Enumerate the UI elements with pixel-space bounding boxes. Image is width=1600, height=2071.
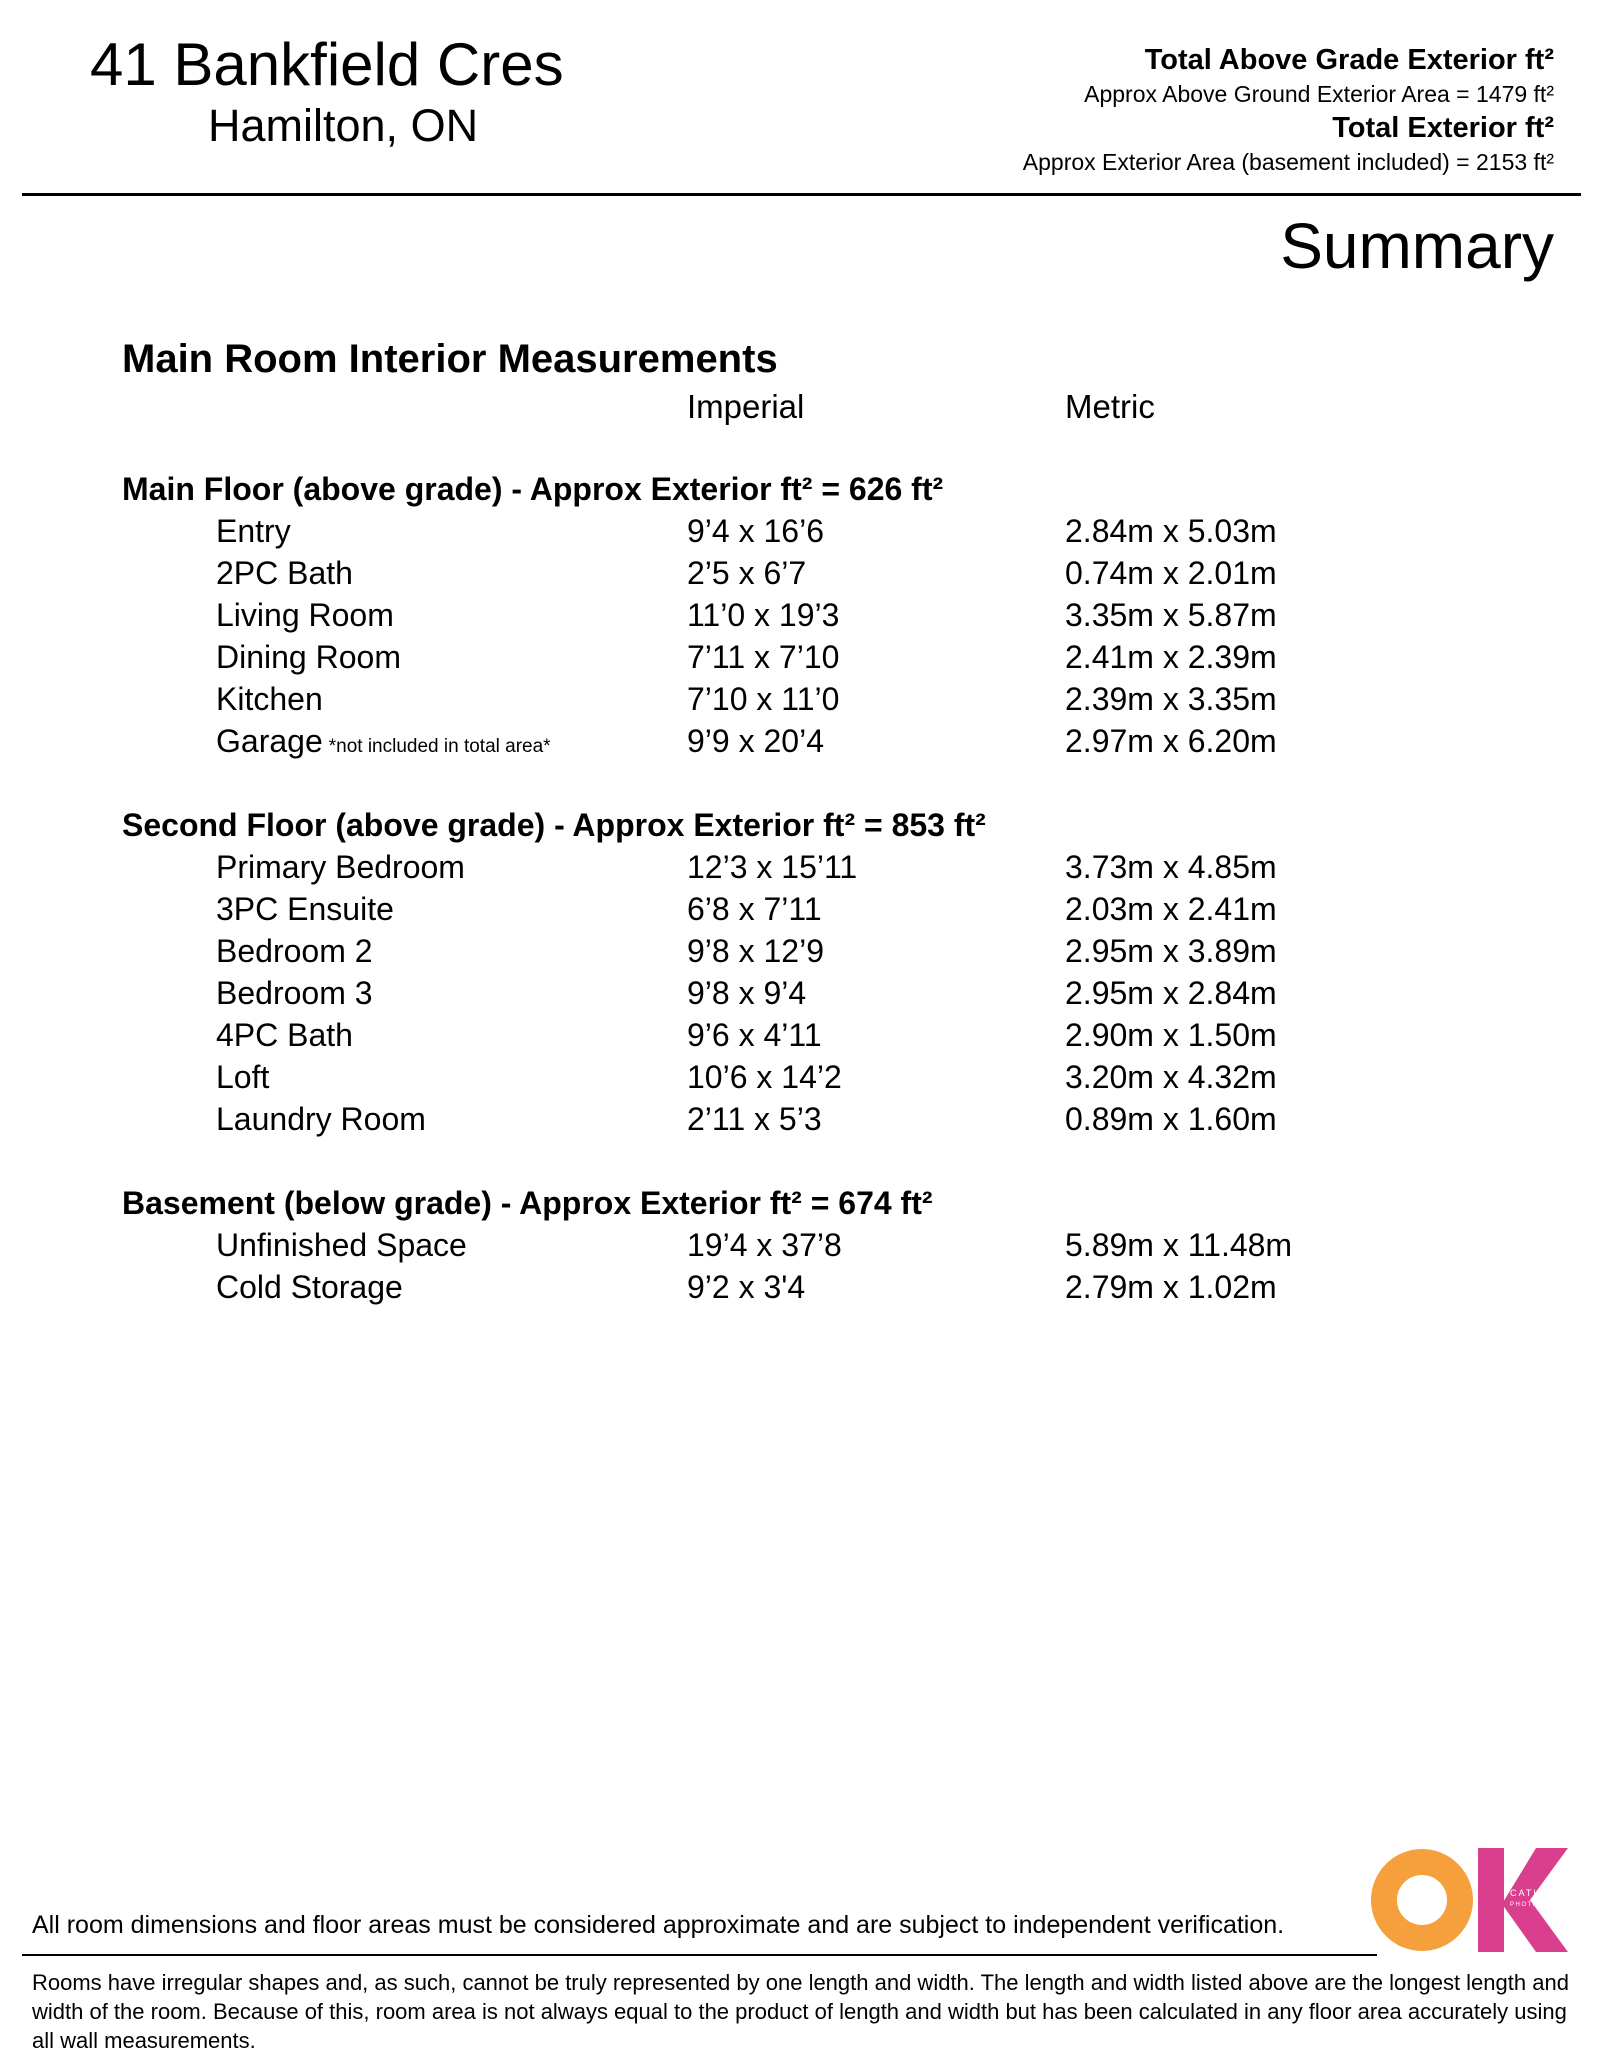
- room-note: *not included in total area*: [328, 736, 551, 757]
- room-metric: 2.03m x 2.41m: [1065, 891, 1277, 927]
- room-row: [0, 678, 1600, 720]
- room-row: [0, 1266, 1600, 1308]
- room-name-cell: [216, 1098, 426, 1140]
- room-name-cell: [216, 678, 323, 720]
- room-row: [0, 930, 1600, 972]
- logo-text-line1: CATHY KOOP: [1510, 1888, 1589, 1898]
- room-metric: 2.41m x 2.39m: [1065, 639, 1277, 675]
- room-metric: 0.89m x 1.60m: [1065, 1101, 1277, 1137]
- room-imperial: 9’2 x 3'4: [687, 1269, 806, 1305]
- room-name: Loft: [216, 1059, 270, 1095]
- logo-text-line2: PHOTOGRAPHY: [1510, 1902, 1574, 1908]
- section-title: Main Room Interior Measurements: [122, 337, 778, 381]
- room-name-cell: [216, 930, 373, 972]
- room-name: Garage: [216, 723, 323, 759]
- floor-heading: Basement (below grade) - Approx Exterior ft² = 674 ft²: [122, 1185, 933, 1221]
- room-row: [0, 636, 1600, 678]
- room-name: Entry: [216, 513, 291, 549]
- room-row: [0, 846, 1600, 888]
- room-name-cell: [216, 888, 394, 930]
- room-metric: 2.95m x 2.84m: [1065, 975, 1277, 1011]
- room-imperial: 12’3 x 15’11: [687, 849, 858, 885]
- room-row: [0, 552, 1600, 594]
- room-name-cell: [216, 1056, 269, 1098]
- room-name: Laundry Room: [216, 1101, 426, 1137]
- room-metric: 0.74m x 2.01m: [1065, 555, 1277, 591]
- room-metric: 2.97m x 6.20m: [1065, 723, 1277, 759]
- room-row: [0, 1224, 1600, 1266]
- room-metric: 3.20m x 4.32m: [1065, 1059, 1277, 1095]
- room-imperial: 7’11 x 7’10: [687, 639, 840, 675]
- room-imperial: 10’6 x 14’2: [687, 1059, 842, 1095]
- room-imperial: 9’4 x 16’6: [687, 513, 824, 549]
- disclaimer-long: Rooms have irregular shapes and, as such, cannot be truly represented by one length and width. The length and width listed above are the longest length and width of the room. Because of this, room area is not always equal to the product of length and width but has been calculated in any floor area accurately using all wall measurements.: [32, 1970, 1569, 2053]
- column-header-metric: Metric: [1065, 388, 1155, 425]
- room-imperial: 2’11 x 5’3: [687, 1101, 822, 1137]
- floor-heading: Main Floor (above grade) - Approx Exterior ft² = 626 ft²: [122, 471, 944, 507]
- area-totals: [1023, 44, 1554, 180]
- floor-section: [0, 1182, 1600, 1308]
- room-name: Unfinished Space: [216, 1227, 467, 1263]
- room-metric: 2.39m x 3.35m: [1065, 681, 1277, 717]
- total-exterior-title: Total Exterior ft²: [1332, 112, 1554, 144]
- room-name-cell: [216, 594, 394, 636]
- header-divider: [22, 193, 1581, 196]
- total-exterior-detail: Approx Exterior Area (basement included) = 2153 ft²: [1022, 149, 1554, 175]
- room-row: [0, 1014, 1600, 1056]
- floor-section: [0, 804, 1600, 1140]
- room-imperial: 19’4 x 37’8: [687, 1227, 842, 1263]
- room-name: Living Room: [216, 597, 394, 633]
- room-name-cell: [216, 1224, 467, 1266]
- summary-title: Summary: [1280, 210, 1554, 282]
- column-header-imperial: Imperial: [687, 388, 805, 425]
- room-row: [0, 720, 1600, 762]
- room-name: Bedroom 2: [216, 933, 373, 969]
- room-imperial: 9’9 x 20’4: [687, 723, 824, 759]
- room-name-cell: [216, 552, 353, 594]
- room-name: Primary Bedroom: [216, 849, 465, 885]
- room-metric: 2.79m x 1.02m: [1065, 1269, 1277, 1305]
- floor-section: [0, 468, 1600, 762]
- room-name: 3PC Ensuite: [216, 891, 394, 927]
- room-imperial: 11’0 x 19’3: [687, 597, 840, 633]
- room-metric: 2.90m x 1.50m: [1065, 1017, 1277, 1053]
- room-row: [0, 1098, 1600, 1140]
- room-row: [0, 594, 1600, 636]
- room-name-cell: [216, 846, 465, 888]
- room-imperial: 6’8 x 7’11: [687, 891, 822, 927]
- room-name: Bedroom 3: [216, 975, 373, 1011]
- room-metric: 2.95m x 3.89m: [1065, 933, 1277, 969]
- room-row: [0, 1056, 1600, 1098]
- address-line-2: Hamilton, ON: [208, 100, 479, 151]
- room-name: 4PC Bath: [216, 1017, 353, 1053]
- disclaimer-short: All room dimensions and floor areas must be considered approximate and are subject to independent verification.: [32, 1911, 1285, 1939]
- floor-list: [0, 468, 1600, 1350]
- room-name-cell: [216, 510, 291, 552]
- room-name-cell: [216, 720, 551, 768]
- room-name-cell: [216, 636, 401, 678]
- ok-logo: [1374, 1848, 1589, 1952]
- room-metric: 2.84m x 5.03m: [1065, 513, 1277, 549]
- room-name: Kitchen: [216, 681, 323, 717]
- room-row: [0, 972, 1600, 1014]
- room-name: Dining Room: [216, 639, 401, 675]
- room-imperial: 9’6 x 4’11: [687, 1017, 822, 1053]
- room-imperial: 7’10 x 11’0: [687, 681, 840, 717]
- room-name-cell: [216, 1014, 353, 1056]
- logo-k-shape: [1478, 1848, 1568, 1952]
- room-imperial: 9’8 x 12’9: [687, 933, 824, 969]
- room-row: [0, 510, 1600, 552]
- footer-divider: [22, 1954, 1377, 1956]
- above-grade-detail: Approx Above Ground Exterior Area = 1479 ft²: [1084, 81, 1554, 107]
- room-imperial: 2’5 x 6’7: [687, 555, 807, 591]
- room-name-cell: [216, 972, 373, 1014]
- room-name-cell: [216, 1266, 403, 1308]
- room-name: 2PC Bath: [216, 555, 353, 591]
- room-name: Cold Storage: [216, 1269, 403, 1305]
- room-metric: 3.73m x 4.85m: [1065, 849, 1277, 885]
- logo-o-shape: [1384, 1862, 1460, 1938]
- floor-heading: Second Floor (above grade) - Approx Exterior ft² = 853 ft²: [122, 807, 986, 843]
- above-grade-title: Total Above Grade Exterior ft²: [1144, 44, 1554, 76]
- room-imperial: 9’8 x 9’4: [687, 975, 807, 1011]
- address-line-1: 41 Bankfield Cres: [90, 31, 564, 98]
- room-metric: 3.35m x 5.87m: [1065, 597, 1277, 633]
- room-metric: 5.89m x 11.48m: [1065, 1227, 1293, 1263]
- room-row: [0, 888, 1600, 930]
